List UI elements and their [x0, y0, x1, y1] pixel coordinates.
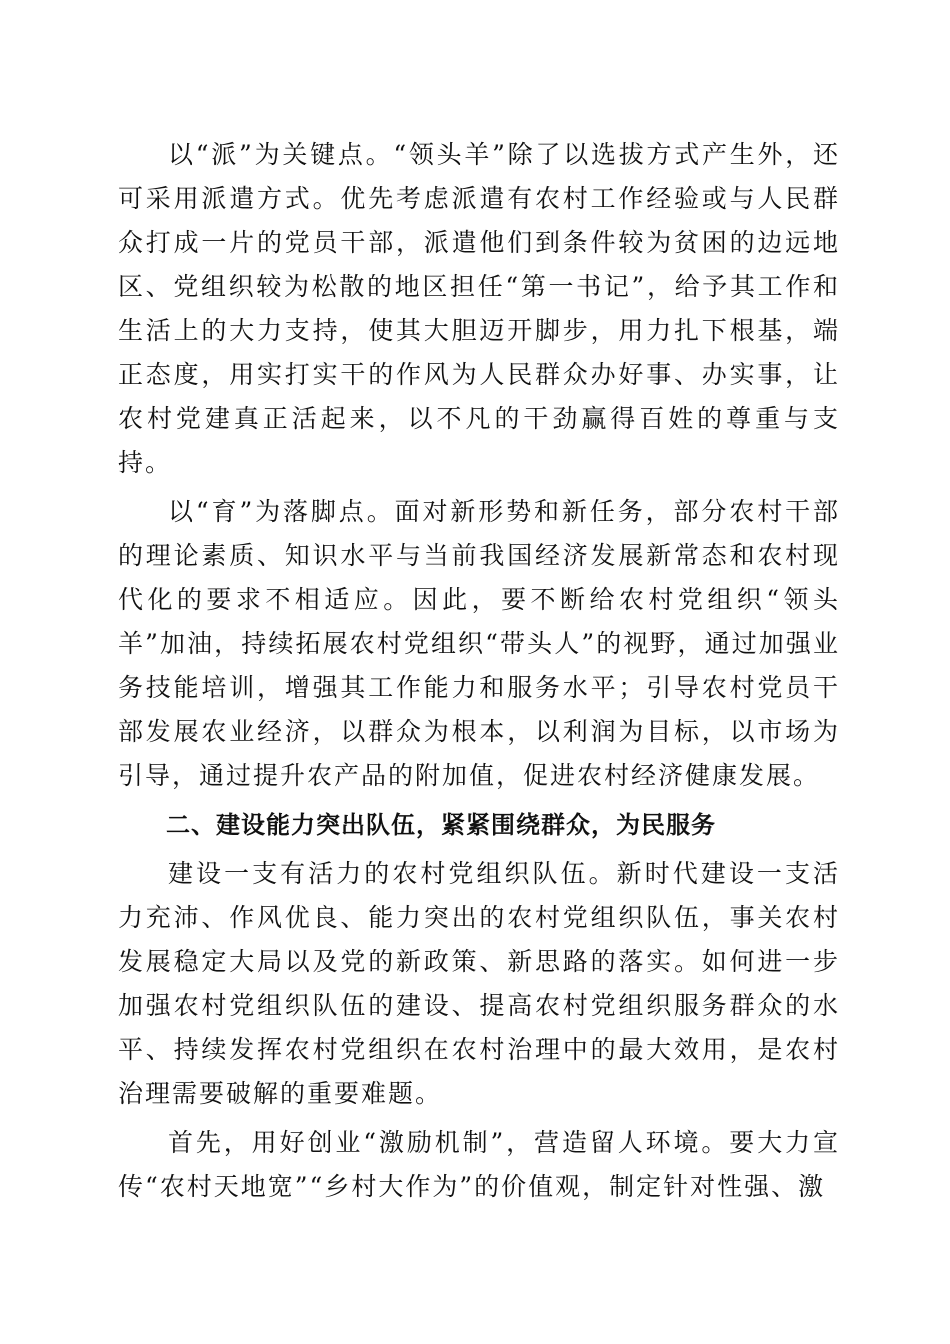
document-body [118, 133, 840, 1209]
paragraph-cultivate: 以“育”为落脚点。面对新形势和新任务，部分农村干部的理论素质、知识水平与当前我国经济发展新常态和农村现代化的要求不相适应。因此，要不断给农村党组织“领头羊”加油，持续拓展农村党组织“带头人”的视野，通过加强业务技能培训，增强其工作能力和服务水平；引导农村党员干部发展农业经济，以群众为根本，以利润为目标，以市场为引导，通过提升农产品的附加值，促进农村经济健康发展。 [118, 497, 840, 790]
section-heading: 二、建设能力突出队伍，紧紧围绕群众，为民服务 [166, 811, 716, 839]
paragraph-dispatch: 以“派”为关键点。“领头羊”除了以选拔方式产生外，还可采用派遣方式。优先考虑派遣有农村工作经验或与人民群众打成一片的党员干部，派遣他们到条件较为贫困的边远地区、党组织较为松散的地区担任“第一书记”，给予其工作和生活上的大力支持，使其大胆迈开脚步，用力扎下根基，端正态度，用实打实干的作风为人民群众办好事、办实事，让农村党建真正活起来，以不凡的干劲赢得百姓的尊重与支持。 [118, 140, 840, 477]
paragraph-incentive: 首先，用好创业“激励机制”，营造留人环境。要大力宣传“农村天地宽”“乡村大作为”的价值观，制定针对性强、激 [118, 1128, 840, 1201]
paragraph-team-building: 建设一支有活力的农村党组织队伍。新时代建设一支活力充沛、作风优良、能力突出的农村党组织队伍，事关农村发展稳定大局以及党的新政策、新思路的落实。如何进一步加强农村党组织队伍的建设、提高农村党组织服务群众的水平、持续发挥农村党组织在农村治理中的最大效用，是农村治理需要破解的重要难题。 [118, 859, 840, 1108]
